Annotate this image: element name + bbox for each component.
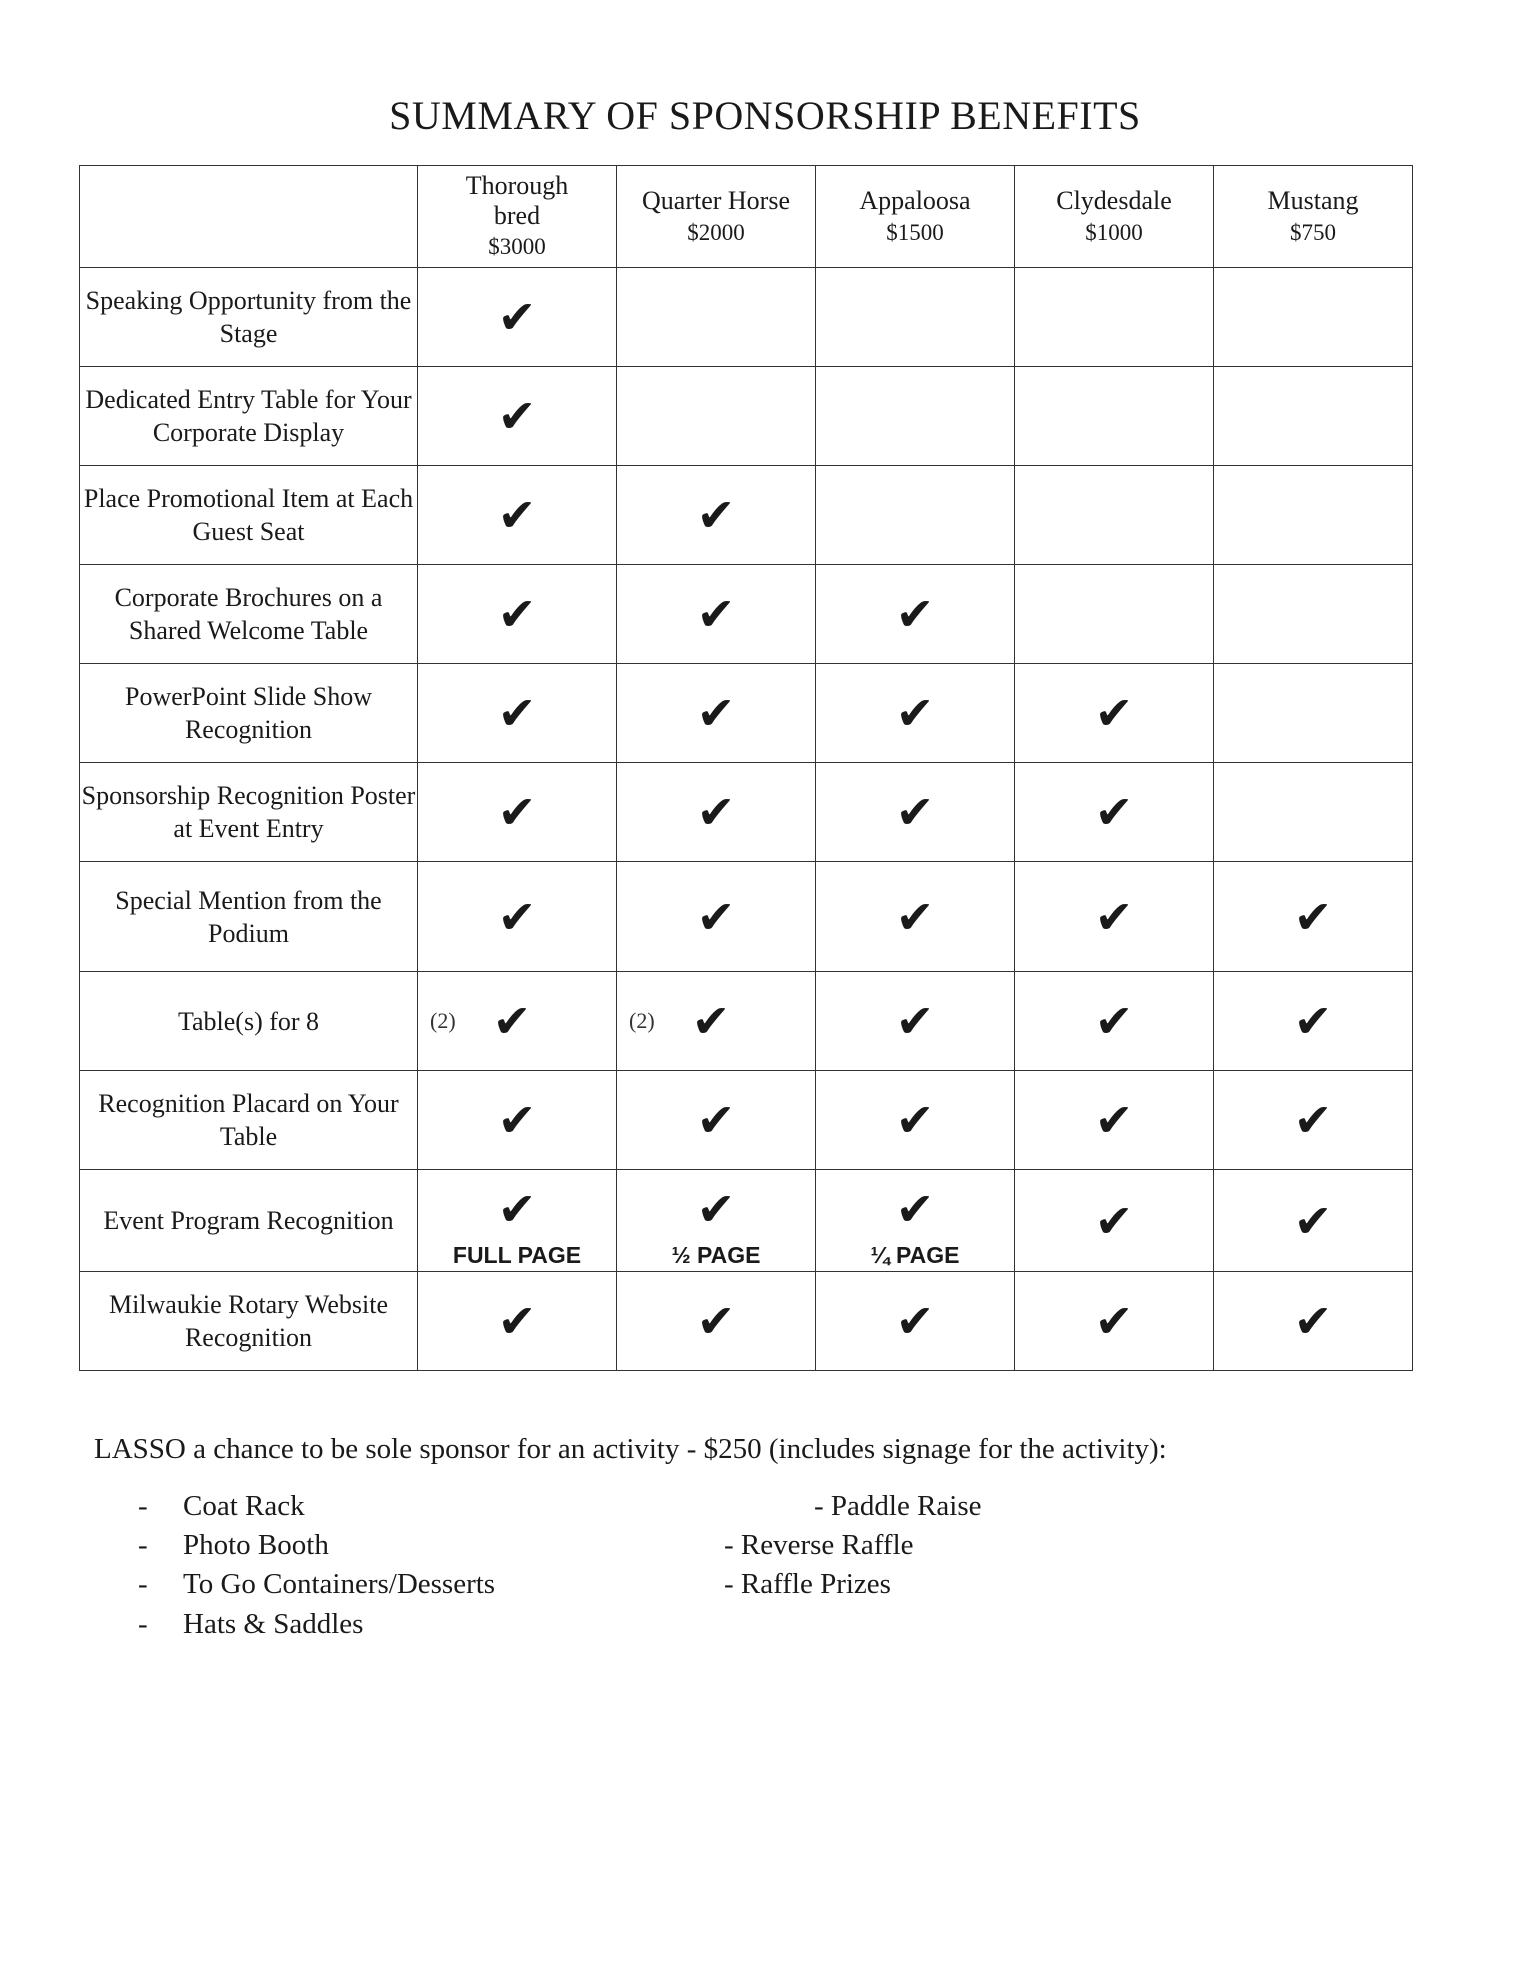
benefit-label: Dedicated Entry Table for Your Corporate Display — [80, 367, 418, 466]
benefit-row — [80, 1071, 1413, 1170]
benefit-label: Speaking Opportunity from the Stage — [80, 268, 418, 367]
checkmark-icon: ✔ — [497, 1294, 537, 1348]
benefit-cell-clydesdale — [1015, 664, 1214, 763]
benefit-cell-appaloosa — [816, 268, 1015, 367]
benefit-cell-clydesdale — [1015, 466, 1214, 565]
benefit-cell-appaloosa — [816, 664, 1015, 763]
benefit-cell-thoroughbred — [418, 565, 617, 664]
checkmark-icon: ✔ — [1293, 1294, 1333, 1348]
benefit-cell-thoroughbred — [418, 664, 617, 763]
checkmark-icon: ✔ — [497, 1181, 537, 1236]
checkmark-icon: ✔ — [497, 290, 537, 344]
benefit-cell-quarter-horse — [617, 466, 816, 565]
checkmark-icon: ✔ — [497, 488, 537, 542]
benefit-cell-clydesdale — [1015, 972, 1214, 1071]
list-dash: - — [138, 1608, 148, 1640]
benefit-row — [80, 664, 1413, 763]
benefit-cell-quarter-horse — [617, 972, 816, 1071]
benefit-cell-clydesdale — [1015, 862, 1214, 972]
benefit-cell-quarter-horse — [617, 565, 816, 664]
table-quantity: (2) — [430, 1008, 456, 1033]
benefit-cell-appaloosa — [816, 1170, 1015, 1272]
checkmark-icon: ✔ — [696, 686, 736, 740]
checkmark-icon: ✔ — [1293, 1093, 1333, 1147]
list-dash: - — [138, 1568, 148, 1600]
tier-name: Thorough bred — [465, 170, 569, 230]
benefit-cell-clydesdale — [1015, 565, 1214, 664]
page-title: SUMMARY OF SPONSORSHIP BENEFITS — [389, 93, 1141, 138]
benefit-row — [80, 268, 1413, 367]
benefit-label: Milwaukie Rotary Website Recognition — [80, 1272, 418, 1371]
benefit-label: Recognition Placard on Your Table — [80, 1071, 418, 1170]
checkmark-icon: ✔ — [1094, 686, 1134, 740]
benefit-cell-appaloosa — [816, 763, 1015, 862]
checkmark-icon: ✔ — [1094, 1193, 1134, 1248]
tier-header-quarter-horse — [617, 166, 816, 268]
checkmark-icon: ✔ — [497, 389, 537, 443]
benefit-cell-quarter-horse — [617, 1071, 816, 1170]
benefit-cell-appaloosa — [816, 1071, 1015, 1170]
checkmark-icon: ✔ — [497, 1093, 537, 1147]
benefit-cell-thoroughbred — [418, 268, 617, 367]
benefit-label: Corporate Brochures on a Shared Welcome Table — [80, 565, 418, 664]
benefit-cell-clydesdale — [1015, 763, 1214, 862]
checkmark-icon: ✔ — [895, 1294, 935, 1348]
lasso-intro: LASSO a chance to be sole sponsor for an activity - $250 (includes signage for the activity): — [94, 1433, 1167, 1465]
checkmark-icon: ✔ — [497, 686, 537, 740]
benefit-label: PowerPoint Slide Show Recognition — [80, 664, 418, 763]
tier-header-row — [80, 166, 1413, 268]
checkmark-icon: ✔ — [1094, 1093, 1134, 1147]
checkmark-icon: ✔ — [895, 1093, 935, 1147]
benefit-cell-thoroughbred — [418, 466, 617, 565]
benefit-cell-mustang — [1214, 367, 1413, 466]
tier-price: $1500 — [886, 219, 944, 245]
checkmark-icon: ✔ — [492, 994, 532, 1048]
tier-header-thoroughbred — [418, 166, 617, 268]
tier-header-appaloosa — [816, 166, 1015, 268]
list-dash: - — [138, 1490, 148, 1522]
benefit-cell-clydesdale — [1015, 1272, 1214, 1371]
benefit-cell-appaloosa — [816, 862, 1015, 972]
checkmark-icon: ✔ — [696, 587, 736, 641]
program-size-note: ¼ PAGE — [870, 1242, 960, 1268]
benefit-cell-mustang — [1214, 664, 1413, 763]
lasso-list-item — [138, 1490, 305, 1523]
checkmark-icon: ✔ — [696, 1181, 736, 1236]
lasso-item-text: Photo Booth — [183, 1529, 329, 1561]
benefit-cell-quarter-horse — [617, 1170, 816, 1272]
lasso-item-text: Hats & Saddles — [183, 1608, 364, 1640]
checkmark-icon: ✔ — [696, 1294, 736, 1348]
benefit-row — [80, 1272, 1413, 1371]
checkmark-icon: ✔ — [1094, 1294, 1134, 1348]
benefit-row — [80, 367, 1413, 466]
lasso-list-item — [138, 1568, 495, 1601]
checkmark-icon: ✔ — [691, 994, 731, 1048]
benefit-cell-quarter-horse — [617, 862, 816, 972]
checkmark-icon: ✔ — [895, 785, 935, 839]
tier-name: Mustang — [1267, 185, 1359, 215]
checkmark-icon: ✔ — [497, 889, 537, 944]
benefit-cell-mustang — [1214, 1170, 1413, 1272]
benefit-cell-thoroughbred — [418, 1272, 617, 1371]
benefit-row — [80, 1170, 1413, 1272]
benefit-cell-thoroughbred — [418, 1071, 617, 1170]
benefit-cell-appaloosa — [816, 466, 1015, 565]
lasso-list-item — [138, 1608, 363, 1641]
benefit-cell-clydesdale — [1015, 367, 1214, 466]
checkmark-icon: ✔ — [895, 686, 935, 740]
benefit-label: Place Promotional Item at Each Guest Seat — [80, 466, 418, 565]
benefit-label: Table(s) for 8 — [80, 972, 418, 1071]
lasso-list-item: - Raffle Prizes — [724, 1568, 891, 1600]
tier-header-clydesdale — [1015, 166, 1214, 268]
checkmark-icon: ✔ — [1094, 994, 1134, 1048]
benefit-cell-thoroughbred — [418, 972, 617, 1071]
list-dash: - — [138, 1529, 148, 1561]
lasso-list-item: - Paddle Raise — [814, 1490, 982, 1522]
benefit-rows — [80, 268, 1413, 1371]
program-size-note: ½ PAGE — [671, 1242, 761, 1268]
checkmark-icon: ✔ — [497, 587, 537, 641]
benefit-cell-appaloosa — [816, 972, 1015, 1071]
benefits-table — [79, 165, 1413, 1371]
checkmark-icon: ✔ — [1293, 994, 1333, 1048]
benefit-label: Special Mention from the Podium — [80, 862, 418, 972]
tier-price: $750 — [1290, 219, 1336, 245]
tier-price: $2000 — [687, 219, 745, 245]
benefit-row — [80, 565, 1413, 664]
benefit-cell-appaloosa — [816, 565, 1015, 664]
tier-price: $1000 — [1085, 219, 1143, 245]
benefit-cell-quarter-horse — [617, 664, 816, 763]
benefit-cell-appaloosa — [816, 367, 1015, 466]
benefit-cell-mustang — [1214, 1071, 1413, 1170]
benefit-cell-mustang — [1214, 466, 1413, 565]
checkmark-icon: ✔ — [696, 785, 736, 839]
benefit-cell-mustang — [1214, 862, 1413, 972]
benefit-cell-thoroughbred — [418, 1170, 617, 1272]
checkmark-icon: ✔ — [895, 889, 935, 944]
tier-name: Quarter Horse — [642, 185, 790, 215]
checkmark-icon: ✔ — [1293, 1193, 1333, 1248]
benefit-label: Sponsorship Recognition Poster at Event Entry — [80, 763, 418, 862]
benefit-cell-mustang — [1214, 565, 1413, 664]
lasso-list-item — [138, 1529, 329, 1562]
checkmark-icon: ✔ — [497, 785, 537, 839]
benefit-cell-mustang — [1214, 972, 1413, 1071]
checkmark-icon: ✔ — [895, 1181, 935, 1236]
benefit-cell-quarter-horse — [617, 367, 816, 466]
tier-price: $3000 — [488, 233, 546, 259]
benefit-row — [80, 466, 1413, 565]
benefit-cell-appaloosa — [816, 1272, 1015, 1371]
benefit-cell-clydesdale — [1015, 268, 1214, 367]
checkmark-icon: ✔ — [696, 889, 736, 944]
benefit-cell-thoroughbred — [418, 862, 617, 972]
checkmark-icon: ✔ — [895, 994, 935, 1048]
program-size-note: FULL PAGE — [452, 1242, 582, 1268]
tier-name: Clydesdale — [1056, 185, 1172, 215]
benefit-cell-clydesdale — [1015, 1170, 1214, 1272]
tier-name: Appaloosa — [859, 185, 971, 215]
benefit-cell-mustang — [1214, 763, 1413, 862]
benefit-label: Event Program Recognition — [80, 1170, 418, 1272]
checkmark-icon: ✔ — [1094, 889, 1134, 944]
benefit-cell-thoroughbred — [418, 367, 617, 466]
benefit-cell-quarter-horse — [617, 763, 816, 862]
benefit-cell-mustang — [1214, 1272, 1413, 1371]
benefit-row — [80, 862, 1413, 972]
benefit-cell-clydesdale — [1015, 1071, 1214, 1170]
checkmark-icon: ✔ — [1094, 785, 1134, 839]
checkmark-icon: ✔ — [1293, 889, 1333, 944]
benefit-cell-thoroughbred — [418, 763, 617, 862]
table-quantity: (2) — [629, 1008, 655, 1033]
lasso-item-text: To Go Containers/Desserts — [183, 1568, 496, 1600]
benefit-cell-quarter-horse — [617, 1272, 816, 1371]
checkmark-icon: ✔ — [696, 488, 736, 542]
benefit-cell-quarter-horse — [617, 268, 816, 367]
checkmark-icon: ✔ — [696, 1093, 736, 1147]
benefit-row — [80, 763, 1413, 862]
tier-header-mustang — [1214, 166, 1413, 268]
lasso-list-item: - Reverse Raffle — [724, 1529, 914, 1561]
lasso-item-text: Coat Rack — [183, 1490, 305, 1522]
checkmark-icon: ✔ — [895, 587, 935, 641]
benefit-cell-mustang — [1214, 268, 1413, 367]
benefit-row — [80, 972, 1413, 1071]
header-empty-cell — [80, 166, 418, 268]
